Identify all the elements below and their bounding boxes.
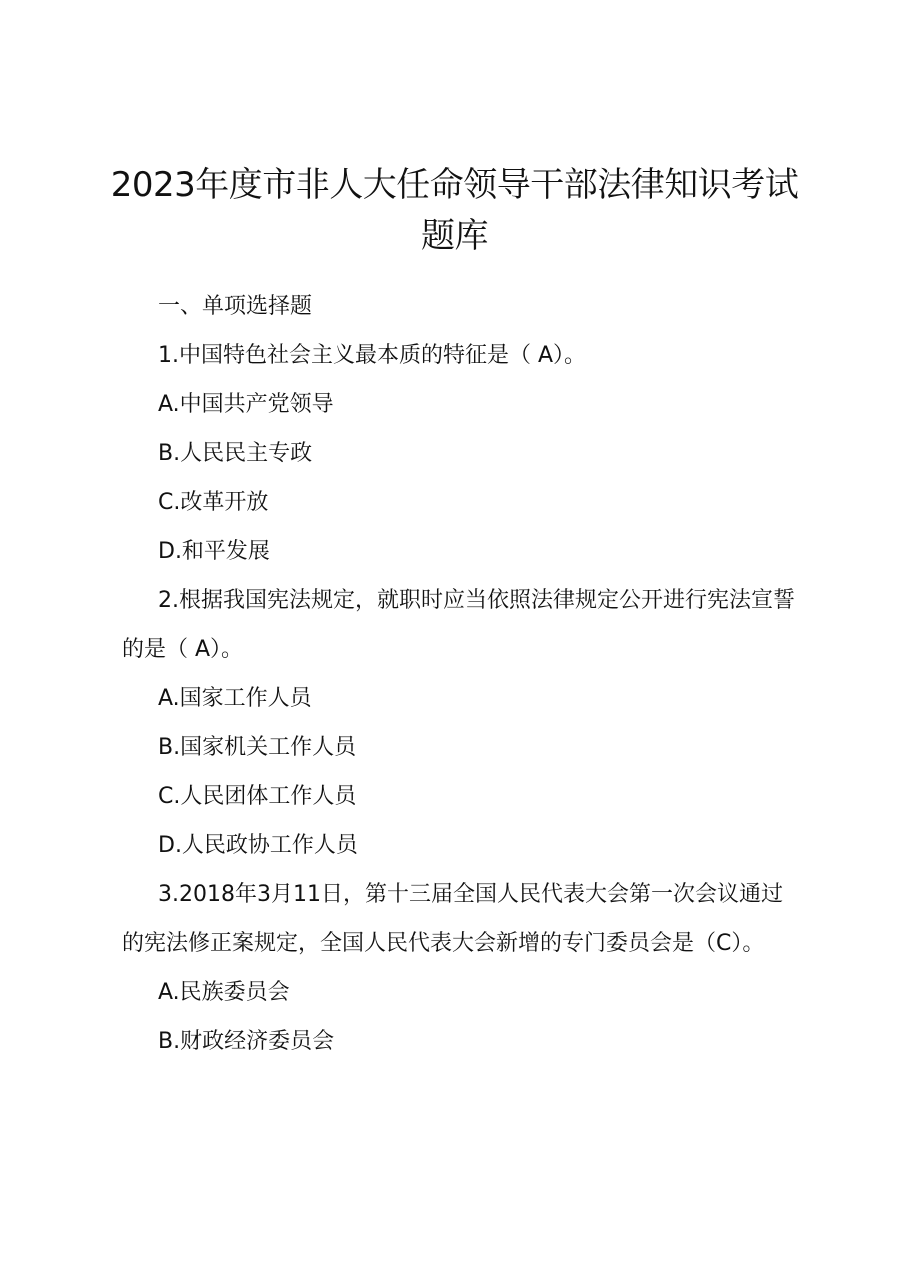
question-stem: 2.根据我国宪法规定，就职时应当依照法律规定公开进行宪法宣誓的是（ A）。 (122, 588, 795, 662)
question-option: B.国家机关工作人员 (158, 735, 357, 760)
document-body (122, 282, 802, 1066)
question-option: B.财政经济委员会 (158, 1029, 335, 1054)
question-option: C.人民团体工作人员 (158, 784, 357, 809)
question-option: D.人民政协工作人员 (158, 833, 358, 858)
question-option: B.人民民主专政 (158, 441, 313, 466)
question-option: D.和平发展 (158, 539, 270, 564)
document-title: 2023年度市非人大任命领导干部法律知识考试题库 (110, 165, 799, 256)
question-option: A.民族委员会 (158, 980, 290, 1005)
question-option: C.改革开放 (158, 490, 269, 515)
question-stem: 1.中国特色社会主义最本质的特征是（ A）。 (158, 343, 587, 368)
section-heading: 一、单项选择题 (158, 294, 313, 319)
question-stem: 3.2018年3月11日，第十三届全国人民代表大会第一次会议通过的宪法修正案规定，全国人民代表大会新增的专门委员会是（C）。 (122, 882, 783, 956)
question-option: A.中国共产党领导 (158, 392, 334, 417)
question-option: A.国家工作人员 (158, 686, 312, 711)
